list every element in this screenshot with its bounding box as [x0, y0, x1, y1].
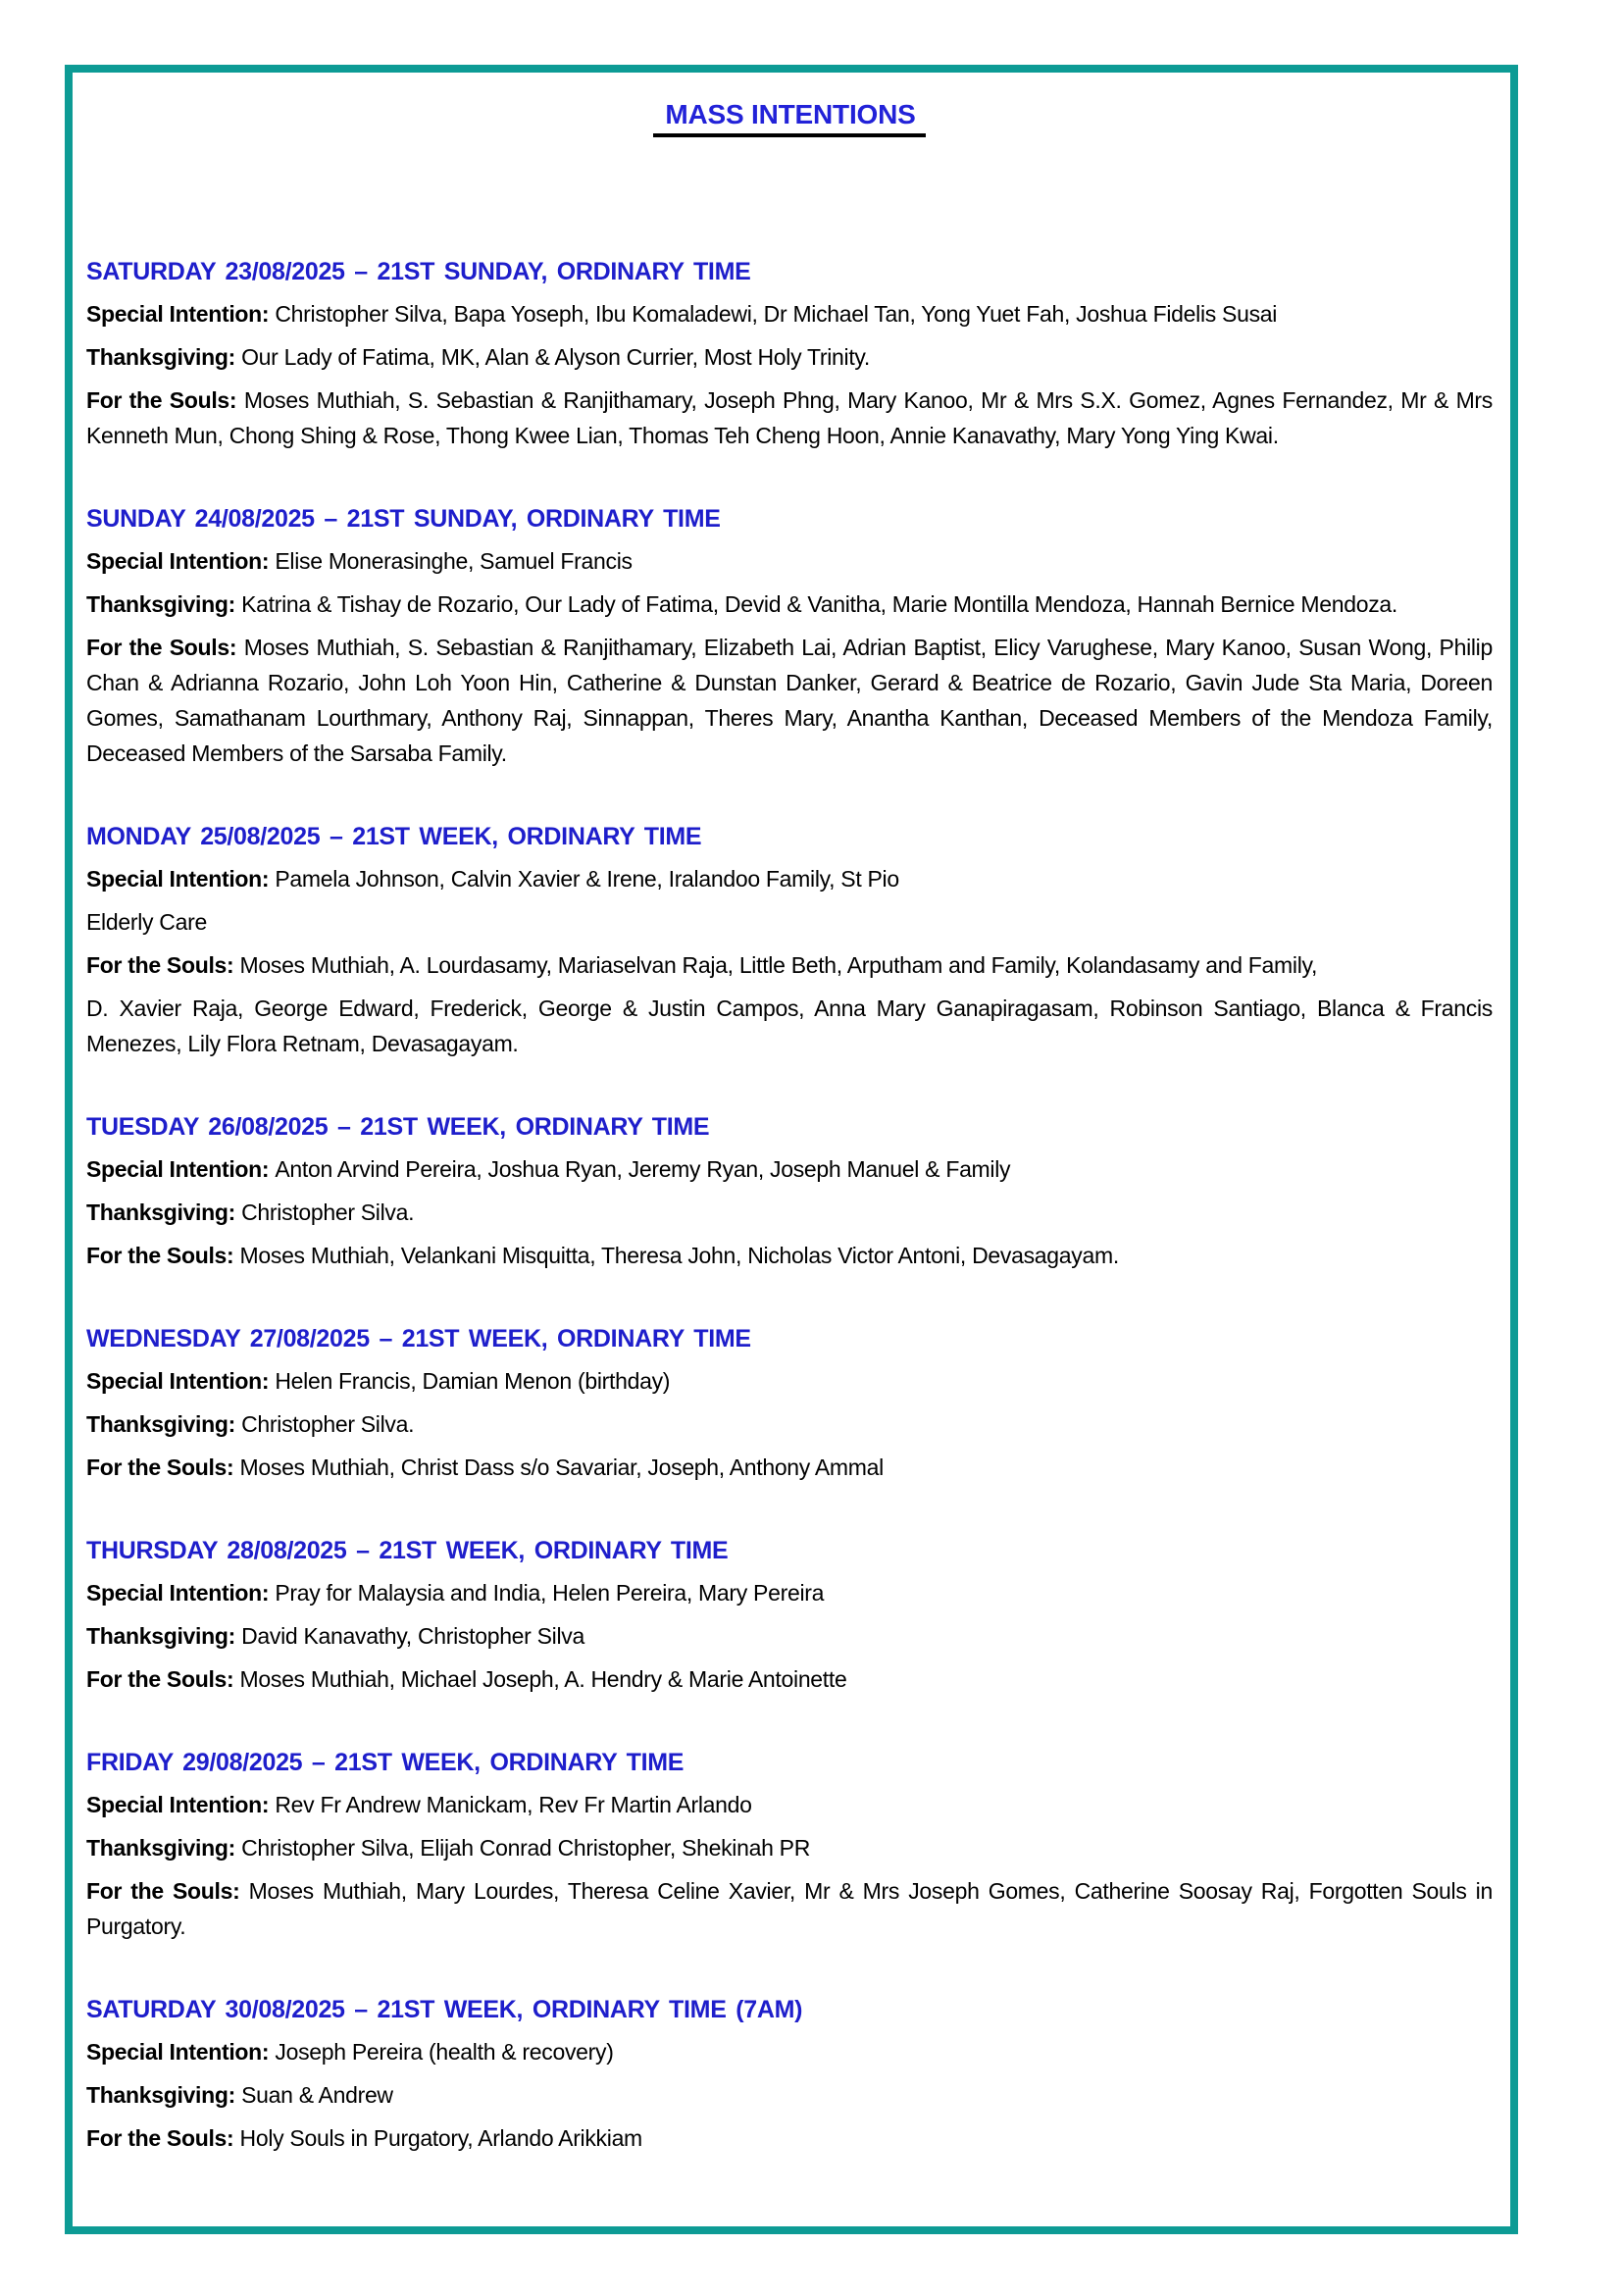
- intention-label: Thanksgiving:: [86, 591, 242, 617]
- intention-label: For the Souls:: [86, 635, 244, 660]
- intention-paragraph: [86, 1787, 1493, 1822]
- intention-label: Special Intention:: [86, 1156, 276, 1182]
- intention-text: Christopher Silva.: [241, 1411, 415, 1437]
- section-heading: SATURDAY 30/08/2025 – 21ST WEEK, ORDINARY TIME (7AM): [86, 1996, 803, 2023]
- section-heading: WEDNESDAY 27/08/2025 – 21ST WEEK, ORDINARY TIME: [86, 1325, 751, 1352]
- intention-text: Rev Fr Andrew Manickam, Rev Fr Martin Arlando: [275, 1792, 752, 1817]
- intention-paragraph: [86, 1195, 1493, 1230]
- intention-text: David Kanavathy, Christopher Silva: [241, 1623, 584, 1649]
- intention-text: Moses Muthiah, S. Sebastian & Ranjithamary, Elizabeth Lai, Adrian Baptist, Elicy Varughese, Mary Kanoo, Susan Wong, Philip Chan & Adrianna Rozario, John Loh Yoon Hin, Catherine & Dunstan Danker, Gerard & Beatrice de Rozario, Gavin Jude Sta Maria, Doreen Gomes, Samathanam Lourthmary, Anthony Raj, Sinnappan, Theres Mary, Anantha Kanthan, Deceased Members of the Mendoza Family, Deceased Members of the Sarsaba Family.: [86, 635, 1493, 766]
- section-paragraphs: [86, 1363, 1493, 1485]
- mass-intentions-section: [86, 1324, 1493, 1485]
- mass-intentions-section: [86, 822, 1493, 1061]
- intention-paragraph: [86, 1575, 1493, 1610]
- intention-label: For the Souls:: [86, 1454, 240, 1480]
- page-title: MASS INTENTIONS: [653, 98, 925, 137]
- intention-label: Special Intention:: [86, 1792, 276, 1817]
- section-paragraphs: [86, 861, 1493, 1061]
- section-heading: SATURDAY 23/08/2025 – 21ST SUNDAY, ORDINARY TIME: [86, 258, 751, 285]
- mass-intentions-section: [86, 1995, 1493, 2156]
- mass-intentions-section: [86, 504, 1493, 771]
- intention-text: D. Xavier Raja, George Edward, Frederick, George & Justin Campos, Anna Mary Ganapiragasam, Robinson Santiago, Blanca & Francis Menezes, Lily Flora Retnam, Devasagayam.: [86, 995, 1493, 1056]
- intention-text: Moses Muthiah, Christ Dass s/o Savariar, Joseph, Anthony Ammal: [239, 1454, 884, 1480]
- intention-paragraph: [86, 1661, 1493, 1697]
- intention-label: Thanksgiving:: [86, 344, 242, 370]
- section-heading: MONDAY 25/08/2025 – 21ST WEEK, ORDINARY TIME: [86, 823, 702, 850]
- intention-label: Thanksgiving:: [86, 1411, 242, 1437]
- intention-text: Christopher Silva, Elijah Conrad Christopher, Shekinah PR: [241, 1835, 811, 1861]
- section-paragraphs: [86, 2034, 1493, 2156]
- intention-text: Our Lady of Fatima, MK, Alan & Alyson Currier, Most Holy Trinity.: [241, 344, 871, 370]
- intention-text: Anton Arvind Pereira, Joshua Ryan, Jeremy Ryan, Joseph Manuel & Family: [275, 1156, 1011, 1182]
- intention-text: Katrina & Tishay de Rozario, Our Lady of Fatima, Devid & Vanitha, Marie Montilla Mendoza, Hannah Bernice Mendoza.: [241, 591, 1397, 617]
- section-heading: SUNDAY 24/08/2025 – 21ST SUNDAY, ORDINARY TIME: [86, 505, 721, 533]
- section-heading: THURSDAY 28/08/2025 – 21ST WEEK, ORDINARY TIME: [86, 1537, 729, 1564]
- title-row: [86, 98, 1493, 137]
- intention-text: Helen Francis, Damian Menon (birthday): [275, 1368, 671, 1394]
- section-paragraphs: [86, 543, 1493, 771]
- mass-intentions-section: [86, 1536, 1493, 1697]
- section-paragraphs: [86, 296, 1493, 453]
- intention-label: Thanksgiving:: [86, 2082, 242, 2108]
- intention-label: Special Intention:: [86, 301, 276, 327]
- intention-paragraph: [86, 296, 1493, 332]
- intention-text: Moses Muthiah, Mary Lourdes, Theresa Celine Xavier, Mr & Mrs Joseph Gomes, Catherine Soosay Raj, Forgotten Souls in Purgatory.: [86, 1878, 1493, 1939]
- intention-label: For the Souls:: [86, 952, 240, 978]
- intention-label: For the Souls:: [86, 1666, 240, 1692]
- intention-paragraph: [86, 1406, 1493, 1442]
- intention-paragraph: [86, 947, 1493, 983]
- page-border: [65, 65, 1518, 2234]
- intention-label: Special Intention:: [86, 866, 276, 892]
- mass-intentions-section: [86, 1112, 1493, 1273]
- intention-label: Thanksgiving:: [86, 1199, 242, 1225]
- mass-intentions-section: [86, 257, 1493, 453]
- intention-label: For the Souls:: [86, 387, 244, 413]
- intention-label: Special Intention:: [86, 548, 276, 574]
- section-paragraphs: [86, 1787, 1493, 1944]
- section-paragraphs: [86, 1151, 1493, 1273]
- intention-paragraph: [86, 1450, 1493, 1485]
- intention-paragraph: [86, 543, 1493, 579]
- intention-label: Special Intention:: [86, 1368, 276, 1394]
- intention-label: For the Souls:: [86, 2125, 240, 2151]
- intention-paragraph: [86, 991, 1493, 1061]
- intention-text: Holy Souls in Purgatory, Arlando Arikkiam: [239, 2125, 642, 2151]
- intention-paragraph: [86, 2077, 1493, 2113]
- intention-paragraph: [86, 383, 1493, 453]
- intention-text: Pamela Johnson, Calvin Xavier & Irene, Iralandoo Family, St Pio: [275, 866, 899, 892]
- intention-paragraph: [86, 630, 1493, 771]
- intention-paragraph: [86, 2034, 1493, 2069]
- intention-paragraph: [86, 1873, 1493, 1944]
- mass-intentions-section: [86, 1748, 1493, 1944]
- intention-text: Pray for Malaysia and India, Helen Pereira, Mary Pereira: [275, 1580, 825, 1606]
- intention-paragraph: [86, 1238, 1493, 1273]
- intention-paragraph: [86, 1363, 1493, 1399]
- section-heading: TUESDAY 26/08/2025 – 21ST WEEK, ORDINARY TIME: [86, 1113, 710, 1141]
- intention-text: Moses Muthiah, A. Lourdasamy, Mariaselvan Raja, Little Beth, Arputham and Family, Kolandasamy and Family,: [239, 952, 1318, 978]
- intention-paragraph: [86, 339, 1493, 375]
- section-paragraphs: [86, 1575, 1493, 1697]
- intention-text: Christopher Silva.: [241, 1199, 415, 1225]
- intention-paragraph: [86, 2120, 1493, 2156]
- intention-label: Special Intention:: [86, 2039, 276, 2065]
- intention-label: For the Souls:: [86, 1878, 249, 1904]
- intention-label: Thanksgiving:: [86, 1835, 242, 1861]
- intention-label: Special Intention:: [86, 1580, 276, 1606]
- intention-paragraph: [86, 1151, 1493, 1187]
- intention-text: Elise Monerasinghe, Samuel Francis: [275, 548, 633, 574]
- intention-text: Elderly Care: [86, 909, 207, 935]
- intention-paragraph: [86, 587, 1493, 622]
- intention-text: Moses Muthiah, Michael Joseph, A. Hendry & Marie Antoinette: [239, 1666, 847, 1692]
- intention-text: Suan & Andrew: [241, 2082, 393, 2108]
- intention-text: Moses Muthiah, S. Sebastian & Ranjithamary, Joseph Phng, Mary Kanoo, Mr & Mrs S.X. Gomez, Agnes Fernandez, Mr & Mrs Kenneth Mun, Chong Shing & Rose, Thong Kwee Lian, Thomas Teh Cheng Hoon, Annie Kanavathy, Mary Yong Ying Kwai.: [86, 387, 1493, 448]
- intention-paragraph: [86, 1618, 1493, 1654]
- intention-paragraph: [86, 1830, 1493, 1865]
- intention-text: Joseph Pereira (health & recovery): [275, 2039, 614, 2065]
- intention-label: Thanksgiving:: [86, 1623, 242, 1649]
- section-heading: FRIDAY 29/08/2025 – 21ST WEEK, ORDINARY TIME: [86, 1749, 685, 1776]
- sections: [86, 257, 1493, 2156]
- intention-paragraph: [86, 904, 1493, 940]
- intention-text: Christopher Silva, Bapa Yoseph, Ibu Komaladewi, Dr Michael Tan, Yong Yuet Fah, Joshua Fidelis Susai: [275, 301, 1278, 327]
- intention-paragraph: [86, 861, 1493, 896]
- intention-text: Moses Muthiah, Velankani Misquitta, Theresa John, Nicholas Victor Antoni, Devasagayam.: [239, 1243, 1119, 1268]
- intention-label: For the Souls:: [86, 1243, 240, 1268]
